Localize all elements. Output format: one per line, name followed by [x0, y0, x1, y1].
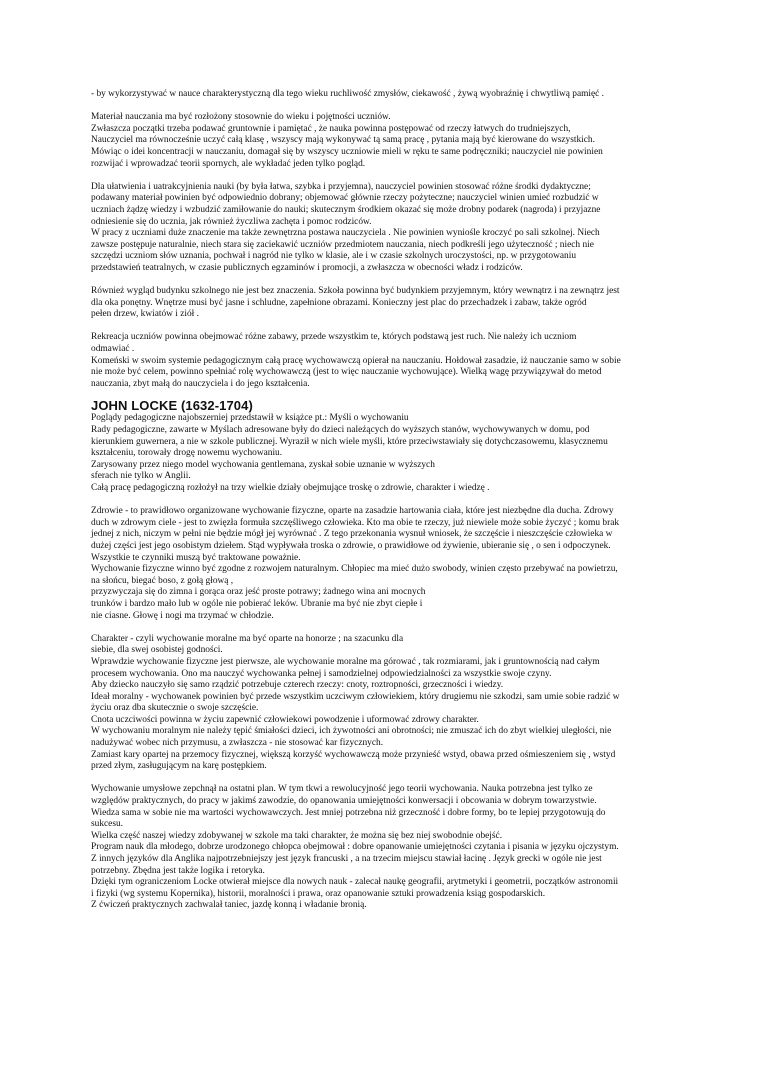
paragraph-character: [91, 634, 681, 773]
paragraph-intro: [91, 89, 681, 101]
text-line: szczędzi uczniom słów uznania, pochwał i nagród nie tylko w klasie, ale i w czasie szkolnych uroczystości, np. w przygotowaniu: [91, 251, 577, 262]
text-line: Również wygląd budynku szkolnego nie jest bez znaczenia. Szkoła powinna być budynkiem przyjemnym, który wewnątrz i na zewnątrz jest: [91, 286, 620, 297]
text-line: nie ciasne. Głowę i nogi ma trzymać w chłodzie.: [91, 610, 274, 621]
text-line: kierunkiem guwernera, a nie w szkole publicznej. Wyraził w nich wiele myśli, które przeciwstawiały się dotychczasowemu, klasycznemu: [91, 436, 608, 447]
text-line: Wielka część naszej wiedzy zdobywanej w szkole ma taki charakter, że można się bez niej swobodnie obejść.: [91, 830, 503, 841]
text-line: Dla ułatwienia i uatrakcyjnienia nauki (by była łatwa, szybka i przyjemna), nauczyciel powinien stosować różne środki dydaktyczne;: [91, 181, 591, 192]
text-line: Wprawdzie wychowanie fizyczne jest pierwsze, ale wychowanie moralne ma górować , tak rozmiarami, jak i gruntownością nad całym: [91, 656, 600, 667]
paragraph-intellectual: [91, 784, 681, 912]
text-line: odmawiać .: [91, 344, 135, 355]
text-line: sukcesu.: [91, 819, 124, 830]
text-line: Wychowanie fizyczne winno być zgodne z rozwojem naturalnym. Chłopiec ma mieć dużo swobody, winien często przebywać na powietrzu,: [91, 564, 618, 575]
paragraph-gap: [91, 773, 681, 785]
text-line: życiu oraz dba skutecznie o swoje szczęście.: [91, 703, 259, 714]
text-line: odniesienie się do ucznia, jak również życzliwa zachęta i pomoc rodziców.: [91, 216, 372, 227]
paragraph-material: [91, 112, 681, 170]
paragraph-building: [91, 286, 681, 321]
text-line: dużej części jest jego osobistym dziełem. Stąd wypływała troska o zdrowie, o prawidłowe od żywienie, ubieranie się , o sen i odpoczynek.: [91, 540, 611, 551]
paragraph-health: [91, 506, 681, 622]
text-line: Zdrowie - to prawidłowo organizowane wychowanie fizyczne, oparte na zasadzie hartowania ciała, które jest niezbędne dla ducha. Zdrowy: [91, 506, 614, 517]
text-line: Zarysowany przez niego model wychowania gentlemana, zyskał sobie uznanie w wyższych: [91, 459, 435, 470]
text-line: uczniach żądzę wiedzy i wzbudzić zamiłowanie do nauki; skutecznym środkiem okazać się może drobny podarek (nagroda) i przyjazne: [91, 204, 601, 215]
text-line: Wychowanie umysłowe zepchnął na ostatni plan. W tym tkwi a rewolucyjność jego teorii wychowania. Nauka potrzebna jest tylko ze: [91, 784, 593, 795]
text-line: trunków i bardzo mało lub w ogóle nie pobierać leków. Ubranie ma być nie zbyt ciepłe i: [91, 598, 423, 609]
text-line: na słońcu, biegać boso, z gołą głową ,: [91, 575, 234, 586]
text-line: nadużywać wobec nich przymusu, a zwłaszcza - nie stosować kar fizycznych.: [91, 738, 384, 749]
text-line: pełen drzew, kwiatów i ziół .: [91, 309, 199, 320]
text-line: Materiał nauczania ma być rozłożony stosownie do wieku i pojętności uczniów.: [91, 112, 391, 123]
text-line: Z innych języków dla Anglika najpotrzebniejszy jest język francuski , a na trzecim miejscu stawiał łacinę . Język grecki w ogóle nie jest: [91, 854, 602, 864]
text-line: potrzebny. Zbędna jest także logika i retoryka.: [91, 865, 265, 876]
paragraph-gap: [91, 170, 681, 182]
text-line: Z ćwiczeń praktycznych zachwalał taniec, jazdę konną i władanie bronią.: [91, 900, 367, 911]
section-heading-locke: JOHN LOCKE (1632-1704): [91, 398, 253, 414]
text-line: - by wykorzystywać w nauce charakterystyczną dla tego wieku ruchliwość zmysłów, ciekawość , żywą wyobraźnię i chwytliwą pamięć .: [91, 89, 605, 99]
text-line: sferach nie tylko w Anglii.: [91, 471, 191, 482]
text-line: Ideał moralny - wychowanek powinien być przede wszystkim uczciwym człowiekiem, który drugiemu nie szkodzi, sam umie sobie radzić w: [91, 691, 620, 702]
text-line: względów praktycznych, do pracy w jakimś zawodzie, do opanowania umiejętności konwersacji i obcowania w dobrym towarzystwie.: [91, 796, 597, 807]
text-line: Cnota uczciwości powinna w życiu zapewnić człowiekowi powodzenie i uformować zdrowy charakter.: [91, 714, 479, 725]
text-line: Komeński w swoim systemie pedagogicznym całą pracę wychowawczą opierał na nauczaniu. Hołdował zasadzie, iż nauczanie samo w sobie: [91, 355, 621, 366]
text-line: duch w zdrowym ciele - jest to zwięzła formuła szczęśliwego człowieka. Kto ma obie te rzeczy, już niewiele może sobie życzyć ; komu brak: [91, 517, 620, 528]
text-line: przedstawień teatralnych, w czasie publicznych egzaminów i promocji, a zwłaszcza w obecności władz i rodziców.: [91, 262, 523, 273]
text-line: procesem wychowania. Ono ma nauczyć wychowanka pełnej i samodzielnej odpowiedzialności za wszystkie swoje czyny.: [91, 668, 552, 679]
text-line: kształceniu, torowały drogę nowemu wychowaniu.: [91, 448, 283, 459]
text-line: przyzwyczaja się do zimna i gorąca oraz jeść proste potrawy; żadnego wina ani mocnych: [91, 587, 426, 598]
paragraph-gap: [91, 495, 681, 507]
text-line: podawany materiał powinien być odpowiednio dobrany; objemować głównie rzeczy pożyteczne; nauczyciel winien umieć rozbudzić w: [91, 193, 599, 204]
text-line: Dzięki tym ograniczeniom Locke otwierał miejsce dla nowych nauk - zalecał naukę geografii, arytmetyki i geometrii, początków astronomii: [91, 877, 619, 888]
text-line: Wiedza sama w sobie nie ma wartości wychowawczych. Jest mniej potrzebna niż grzeczność i dobre formy, bo te lepiej przygotowują do: [91, 807, 606, 818]
text-line: zawsze postępuje naturalnie, niech stara się zaciekawić uczniów przedmiotem nauczania, niech podkreśli jego użyteczność ; niech nie: [91, 239, 594, 250]
paragraph-gap: [91, 622, 681, 634]
text-line: Poglądy pedagogiczne najobszerniej przedstawił w książce pt.: Myśli o wychowaniu: [91, 413, 409, 424]
text-line: przed złym, zasługującym na karę postępkiem.: [91, 761, 267, 772]
text-line: dla oka ponętny. Wnętrze musi być jasne i schludne, zapełnione obrazami. Konieczny jest plac do przechadzek i zabaw, także ogród: [91, 297, 587, 308]
text-line: nie może być celem, powinno spełniać rolę wychowawczą (jest to więc nauczanie wychowujące). Wielką wagę przywiązywał do metod: [91, 367, 602, 378]
text-line: siebie, dla swej osobistej godności.: [91, 645, 223, 656]
text-line: Zwłaszcza początki trzeba podawać gruntownie i pamiętać , że nauka powinna postępować od rzeczy łatwych do trudniejszych,: [91, 123, 571, 134]
paragraph-recreation: [91, 332, 681, 390]
text-line: i fizyki (wg systemu Kopernika), historii, moralności i prawa, oraz opanowanie sztuki prowadzenia ksiąg gospodarskich.: [91, 888, 546, 899]
document-page: [91, 89, 681, 912]
text-line: Mówiąc o idei koncentracji w nauczaniu, domagał się by wszyscy uczniowie mieli w ręku te same podręczniki; nauczyciel nie powinien: [91, 146, 603, 157]
paragraph-locke-views: [91, 413, 681, 494]
text-line: nauczania, zbyt małą do nauczyciela i do jego kształcenia.: [91, 378, 310, 389]
text-line: Rady pedagogiczne, zawarte w Myślach adresowane były do dzieci należących do wyższych stanów, wychowywanych w domu, pod: [91, 425, 590, 436]
text-line: Całą pracę pedagogiczną rozłożył na trzy wielkie działy obejmujące troskę o zdrowie, charakter i wiedzę .: [91, 483, 490, 493]
paragraph-gap: [91, 101, 681, 113]
text-line: Nauczyciel ma równocześnie uczyć całą klasę , wszyscy mają wykonywać tą samą pracę , pytania mają być kierowane do wszystkich.: [91, 135, 595, 146]
text-line: W wychowaniu moralnym nie należy tępić śmiałości dzieci, ich żywotności ani obrotności; nie zmuszać ich do zbyt wielkiej uległości, nie: [91, 726, 612, 737]
paragraph-didactics: [91, 182, 681, 275]
text-line: Zamiast kary opartej na przemocy fizycznej, większą korzyść wychowawczą może przynieść wstyd, obawa przed ośmieszeniem się , wstyd: [91, 749, 616, 760]
text-line: rozwijać i wprowadzać teorii spornych, ale wykładać jeden tylko pogląd.: [91, 158, 366, 169]
paragraph-gap: [91, 275, 681, 287]
text-line: Rekreacja uczniów powinna obejmować różne zabawy, przede wszystkim te, których podstawą jest ruch. Nie należy ich uczniom: [91, 332, 577, 343]
paragraph-gap: [91, 321, 681, 333]
text-line: Aby dziecko nauczyło się samo rządzić potrzebuje czterech rzeczy: cnoty, roztropności, grzeczności i wiedzy.: [91, 680, 504, 691]
text-line: Wszystkie te czynniki muszą być traktowane poważnie.: [91, 552, 301, 563]
text-line: jednej z nich, niczym w pełni nie będzie mógł jej wyrównać . Z tego przekonania wysnuł wniosek, że szczęście i nieszczęście człowieka w: [91, 529, 613, 540]
text-line: Program nauk dla młodego, dobrze urodzonego chłopca obejmował : dobre opanowanie umiejętności czytania i pisania w języku ojczystym.: [91, 842, 619, 853]
text-line: Charakter - czyli wychowanie moralne ma być oparte na honorze ; na szacunku dla: [91, 633, 404, 644]
text-line: W pracy z uczniami duże znaczenie ma także zewnętrzna postawa nauczyciela . Nie powinien wyniośle kroczyć po sali szkolnej. Niech: [91, 228, 600, 239]
